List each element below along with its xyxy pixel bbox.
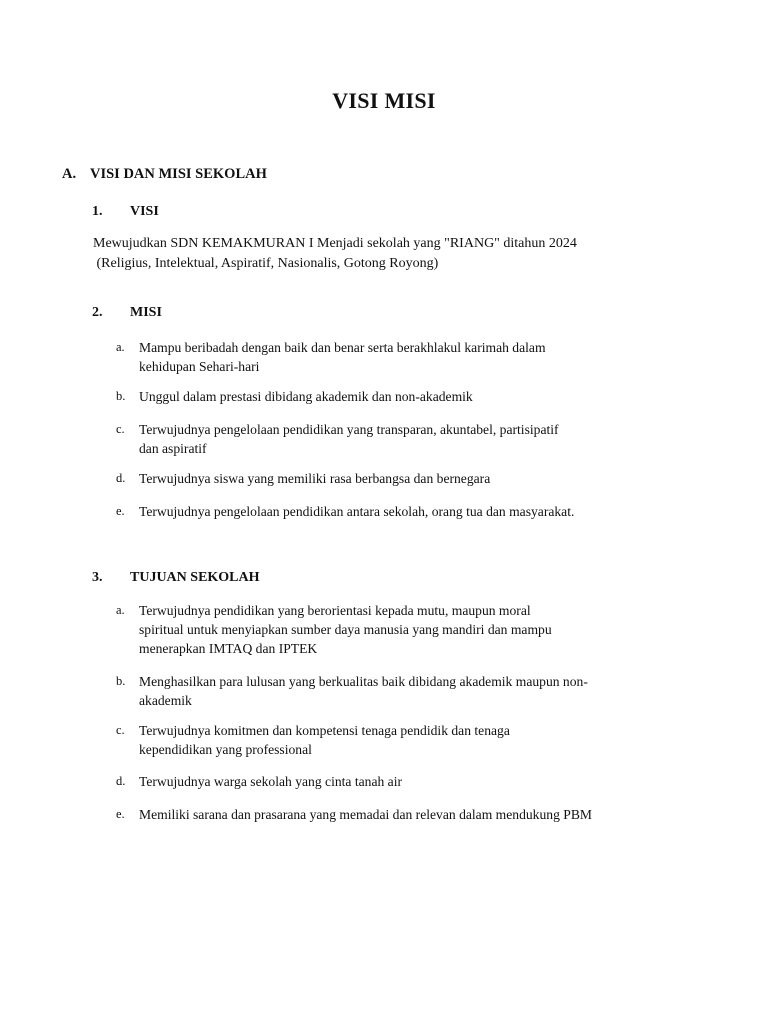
list-marker: e.	[116, 504, 125, 518]
list-item-text: akademik	[139, 693, 192, 708]
tujuan-marker: 3.	[92, 570, 103, 585]
tujuan-item-c	[116, 721, 510, 759]
page-title: VISI MISI	[332, 88, 436, 113]
section-marker: A.	[62, 166, 77, 182]
list-item-text: Terwujudnya pengelolaan pendidikan antara sekolah, orang tua dan masyarakat.	[139, 504, 575, 519]
tujuan-heading	[92, 570, 260, 586]
list-item-text: Terwujudnya pendidikan yang berorientasi kepada mutu, maupun moral	[139, 603, 531, 618]
misi-item-d	[116, 469, 490, 488]
list-marker: d.	[116, 471, 126, 485]
list-item-text: Terwujudnya komitmen dan kompetensi tenaga pendidik dan tenaga	[139, 723, 510, 738]
list-item-text: Unggul dalam prestasi dibidang akademik dan non-akademik	[139, 389, 473, 404]
visi-text-line-2: (Religius, Intelektual, Aspiratif, Nasionalis, Gotong Royong)	[93, 256, 439, 271]
visi-heading-text: VISI	[130, 204, 159, 219]
list-item-text: Memiliki sarana dan prasarana yang memadai dan relevan dalam mendukung PBM	[139, 807, 592, 822]
list-marker: c.	[116, 723, 125, 737]
tujuan-item-d	[116, 772, 402, 791]
list-item-text: menerapkan IMTAQ dan IPTEK	[139, 641, 318, 656]
misi-item-b	[116, 387, 473, 406]
list-marker: d.	[116, 774, 126, 788]
misi-marker: 2.	[92, 305, 103, 320]
list-item-text: kependidikan yang professional	[139, 742, 312, 757]
misi-item-e	[116, 502, 574, 521]
misi-heading-text: MISI	[130, 305, 162, 320]
visi-marker: 1.	[92, 204, 103, 219]
tujuan-heading-text: TUJUAN SEKOLAH	[130, 570, 260, 585]
list-item-text: Terwujudnya warga sekolah yang cinta tanah air	[139, 774, 403, 789]
list-marker: b.	[116, 674, 126, 688]
list-marker: a.	[116, 603, 125, 617]
section-heading-text: VISI DAN MISI SEKOLAH	[90, 166, 267, 182]
list-item-text: Terwujudnya siswa yang memiliki rasa berbangsa dan bernegara	[139, 471, 491, 486]
list-marker: e.	[116, 807, 125, 821]
list-marker: a.	[116, 340, 125, 354]
list-marker: b.	[116, 389, 126, 403]
list-item-text: Terwujudnya pengelolaan pendidikan yang transparan, akuntabel, partisipatif	[139, 422, 559, 437]
section-heading-visi-misi-sekolah	[62, 166, 267, 183]
list-item-text: dan aspiratif	[139, 441, 207, 456]
misi-heading	[92, 305, 162, 321]
tujuan-item-b	[116, 672, 588, 710]
tujuan-item-a	[116, 601, 552, 658]
visi-text-line-1: Mewujudkan SDN KEMAKMURAN I Menjadi sekolah yang "RIANG" ditahun 2024	[93, 236, 577, 251]
list-item-text: spiritual untuk menyiapkan sumber daya manusia yang mandiri dan mampu	[139, 622, 552, 637]
tujuan-item-e	[116, 805, 592, 824]
misi-item-a	[116, 338, 546, 376]
misi-item-c	[116, 420, 559, 458]
visi-heading	[92, 204, 159, 220]
list-marker: c.	[116, 422, 125, 436]
list-item-text: kehidupan Sehari-hari	[139, 359, 260, 374]
list-item-text: Mampu beribadah dengan baik dan benar serta berakhlakul karimah dalam	[139, 340, 546, 355]
list-item-text: Menghasilkan para lulusan yang berkualitas baik dibidang akademik maupun non-	[139, 674, 588, 689]
